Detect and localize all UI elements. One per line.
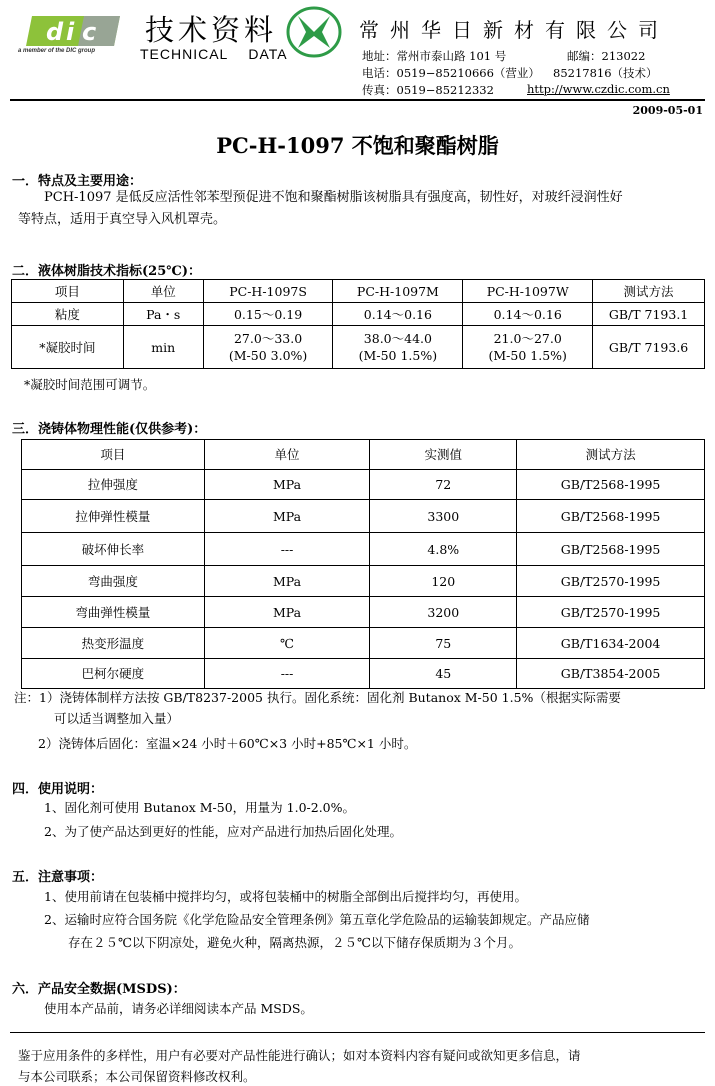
usage-item-2: 2、为了使产品达到更好的性能，应对产品进行加热后固化处理。 [44, 824, 402, 839]
table-cell: --- [204, 533, 370, 566]
table-header-cell: 项目 [22, 440, 205, 470]
table-cell: 巴柯尔硬度 [22, 659, 205, 689]
table-cell: 0.15～0.19 [203, 303, 333, 326]
doc-type-title: 技术资料 [145, 13, 278, 47]
table-cell: GB/T2568-1995 [517, 500, 705, 533]
table-cell: *凝胶时间 [12, 326, 124, 369]
dic-logo [26, 14, 120, 48]
features-line-1: PCH-1097 是低反应活性邻苯型预促进不饱和聚酯树脂该树脂具有强度高，韧性好，对玻纤浸润性好 [44, 190, 623, 205]
svg-text:c: c [82, 18, 97, 46]
table-cell: MPa [204, 597, 370, 628]
precaution-item-2: 2、运输时应符合国务院《化学危险品安全管理条例》第五章化学危险品的运输装卸规定。产品应储 [44, 912, 590, 927]
footer-disclaimer-line-1: 鉴于应用条件的多样性，用户有必要对产品性能进行确认；如对本资料内容有疑问或欲知更多信息，请 [18, 1048, 581, 1063]
table-cell: MPa [204, 500, 370, 533]
table-cell: GB/T1634-2004 [517, 628, 705, 659]
table-header-cell: PC-H-1097M [333, 280, 463, 303]
footer-disclaimer-line-2: 与本公司联系；本公司保留资料修改权利。 [18, 1069, 256, 1084]
table-header-row [22, 440, 705, 470]
company-emblem-icon [286, 6, 342, 58]
section-msds-heading: 六．产品安全数据(MSDS)： [12, 982, 186, 997]
table-row [12, 326, 705, 369]
table-cell: GB/T2568-1995 [517, 470, 705, 500]
section-precautions-heading: 五．注意事项： [12, 870, 104, 885]
table-row [22, 500, 705, 533]
table-header-cell: 单位 [204, 440, 370, 470]
table-cell: 120 [370, 566, 517, 597]
svg-text:d: d [46, 18, 64, 46]
table-cell: 38.0～44.0 (M-50 1.5%) [333, 326, 463, 369]
company-name: 常州华日新材有限公司 [359, 18, 669, 42]
table-cell: 破坏伸长率 [22, 533, 205, 566]
cast-note-1: 注：1）浇铸体制样方法按 GB/T8237-2005 执行。固化系统：固化剂 Butanox M-50 1.5%（根据实际需要 [14, 690, 621, 705]
company-website-link[interactable]: http://www.czdic.com.cn [527, 82, 670, 96]
section-cast-properties-heading: 三．浇铸体物理性能(仅供参考)： [12, 422, 207, 437]
table-cell: GB/T3854-2005 [517, 659, 705, 689]
precaution-item-1: 1、使用前请在包装桶中搅拌均匀，或将包装桶中的树脂全部倒出后搅拌均匀，再使用。 [44, 889, 527, 904]
table-cell: MPa [204, 566, 370, 597]
table-cell: GB/T 7193.6 [593, 326, 705, 369]
table-row [22, 470, 705, 500]
table-cell: 27.0～33.0 (M-50 3.0%) [203, 326, 333, 369]
table-cell: Pa・s [123, 303, 203, 326]
company-phone-tech: 85217816（技术） [553, 66, 658, 80]
table-cell: ℃ [204, 628, 370, 659]
cast-properties-table [21, 439, 705, 689]
table-cell: 弯曲强度 [22, 566, 205, 597]
table-cell: 3300 [370, 500, 517, 533]
table-cell: 0.14～0.16 [463, 303, 593, 326]
table-row [22, 533, 705, 566]
cast-note-2: 2）浇铸体后固化：室温×24 小时＋60℃×3 小时+85℃×1 小时。 [38, 736, 417, 751]
doc-type-en-word1: TECHNICAL [140, 46, 229, 62]
table-cell: 72 [370, 470, 517, 500]
logo-subtitle: a member of the DIC group [18, 48, 96, 54]
usage-item-1: 1、固化剂可使用 Butanox M-50，用量为 1.0-2.0%。 [44, 800, 355, 815]
table-header-row [12, 280, 705, 303]
table-header-cell: 实测值 [370, 440, 517, 470]
table-row [22, 659, 705, 689]
company-postcode: 邮编：213022 [567, 49, 646, 63]
footer-divider [10, 1032, 705, 1033]
table-cell: 弯曲弹性模量 [22, 597, 205, 628]
table-header-cell: 项目 [12, 280, 124, 303]
features-line-2: 等特点，适用于真空导入风机罩壳。 [18, 212, 227, 227]
table-row [22, 597, 705, 628]
table-row [22, 628, 705, 659]
doc-type-title-en [140, 46, 288, 62]
table-cell: 75 [370, 628, 517, 659]
document-date: 2009-05-01 [632, 104, 703, 117]
table-cell: GB/T 7193.1 [593, 303, 705, 326]
table-header-cell: PC-H-1097W [463, 280, 593, 303]
msds-line: 使用本产品前，请务必详细阅读本产品 MSDS。 [44, 1001, 313, 1016]
table-cell: GB/T2568-1995 [517, 533, 705, 566]
table-cell: 粘度 [12, 303, 124, 326]
table-header-cell: 测试方法 [517, 440, 705, 470]
table-header-cell: 单位 [123, 280, 203, 303]
company-fax: 传真：0519−85212332 [362, 83, 494, 97]
gel-time-note: *凝胶时间范围可调节。 [24, 377, 156, 392]
table-row [12, 303, 705, 326]
table-cell: 4.8% [370, 533, 517, 566]
liquid-spec-table [11, 279, 705, 369]
page-title: PC-H-1097 不饱和聚酯树脂 [216, 133, 499, 158]
table-cell: 21.0～27.0 (M-50 1.5%) [463, 326, 593, 369]
table-cell: --- [204, 659, 370, 689]
table-cell: 0.14～0.16 [333, 303, 463, 326]
section-features-heading: 一．特点及主要用途： [12, 174, 143, 189]
doc-type-en-word2: DATA [248, 46, 288, 62]
precaution-item-2-continued: 存在２５℃以下阴凉处，避免火种，隔离热源，２５℃以下储存保质期为３个月。 [68, 935, 521, 950]
table-cell: 热变形温度 [22, 628, 205, 659]
table-cell: 拉伸强度 [22, 470, 205, 500]
table-header-cell: 测试方法 [593, 280, 705, 303]
table-cell: GB/T2570-1995 [517, 597, 705, 628]
company-phone-sales: 电话：0519−85210666（营业） [362, 66, 540, 80]
svg-text:i: i [66, 18, 75, 46]
table-header-cell: PC-H-1097S [203, 280, 333, 303]
table-cell: 45 [370, 659, 517, 689]
section-liquid-spec-heading: 二．液体树脂技术指标(25℃)： [12, 264, 201, 279]
table-row [22, 566, 705, 597]
table-cell: MPa [204, 470, 370, 500]
table-cell: 3200 [370, 597, 517, 628]
section-usage-heading: 四．使用说明： [12, 782, 104, 797]
table-cell: GB/T2570-1995 [517, 566, 705, 597]
table-cell: 拉伸弹性模量 [22, 500, 205, 533]
cast-note-1-continued: 可以适当调整加入量） [54, 711, 180, 726]
header-divider [10, 99, 705, 101]
table-cell: min [123, 326, 203, 369]
company-address: 地址：常州市泰山路 101 号 [362, 49, 507, 63]
